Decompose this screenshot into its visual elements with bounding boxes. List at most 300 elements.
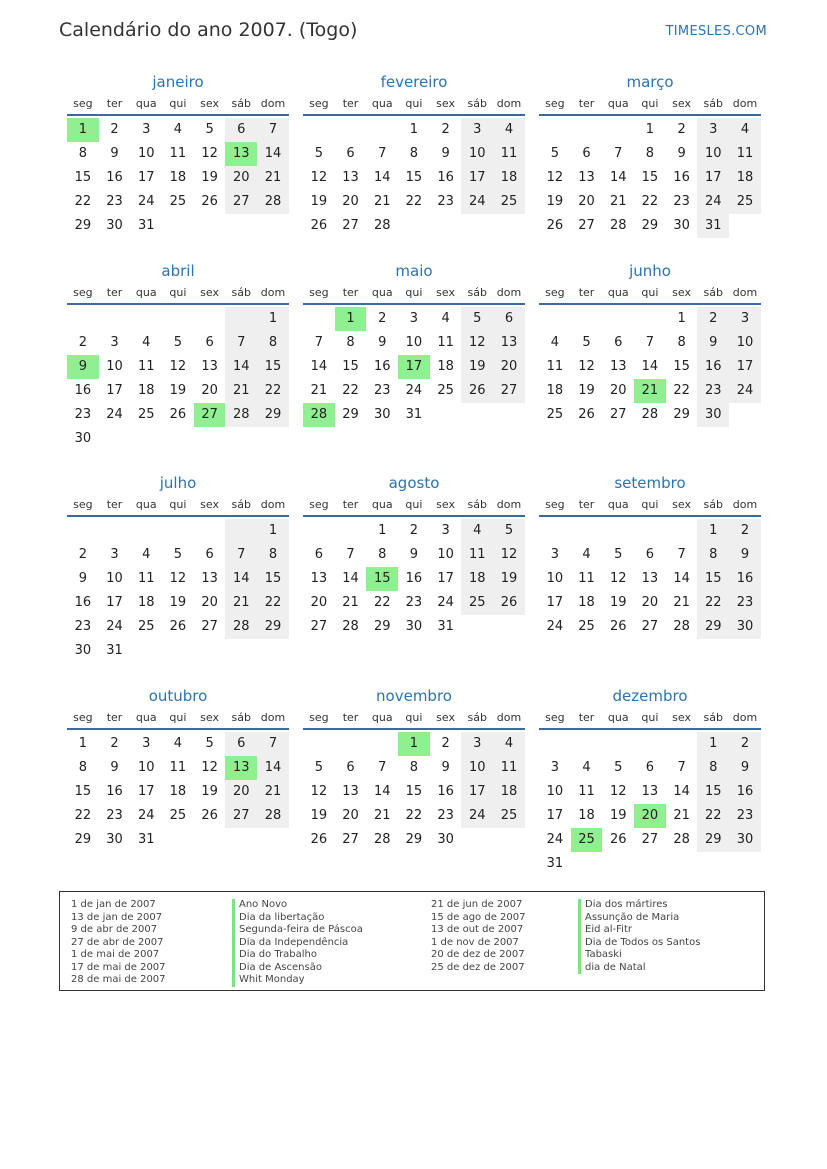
day-cell[interactable]: 3 <box>461 118 493 142</box>
day-cell[interactable]: 1 <box>257 519 289 543</box>
day-cell[interactable]: 6 <box>645 760 655 775</box>
day-cell[interactable]: 17 <box>546 808 564 823</box>
day-cell[interactable]: 21 <box>257 166 289 190</box>
day-cell[interactable]: 16 <box>729 567 761 591</box>
day-cell[interactable]: 25 <box>437 383 454 398</box>
day-cell[interactable]: 10 <box>405 335 423 350</box>
day-cell[interactable]: 14 <box>257 756 289 780</box>
day-cell[interactable]: 13 <box>641 784 659 799</box>
day-cell[interactable]: 23 <box>729 804 761 828</box>
day-cell[interactable]: 15 <box>257 355 289 379</box>
day-cell[interactable]: 12 <box>578 359 595 374</box>
day-cell[interactable]: 4 <box>142 335 151 350</box>
day-cell[interactable]: 22 <box>74 194 92 209</box>
day-cell[interactable]: 21 <box>634 379 666 403</box>
day-cell[interactable]: 20 <box>342 808 359 823</box>
day-cell[interactable]: 14 <box>225 355 257 379</box>
day-cell[interactable]: 23 <box>106 194 123 209</box>
day-cell[interactable]: 17 <box>137 170 155 185</box>
day-cell[interactable]: 19 <box>169 383 187 398</box>
day-cell[interactable]: 30 <box>437 832 454 847</box>
day-cell[interactable]: 15 <box>405 784 423 799</box>
day-cell[interactable]: 29 <box>257 403 289 427</box>
day-cell[interactable]: 27 <box>225 190 257 214</box>
day-cell[interactable]: 6 <box>346 146 355 161</box>
day-cell[interactable]: 31 <box>137 832 155 847</box>
day-cell[interactable]: 22 <box>257 591 289 615</box>
day-cell[interactable]: 13 <box>225 142 257 166</box>
day-cell[interactable]: 28 <box>641 407 659 422</box>
day-cell[interactable]: 12 <box>609 571 627 586</box>
day-cell[interactable]: 23 <box>437 808 454 823</box>
day-cell[interactable]: 28 <box>257 190 289 214</box>
day-cell[interactable]: 11 <box>461 543 493 567</box>
day-cell[interactable]: 25 <box>546 407 564 422</box>
day-cell[interactable]: 10 <box>461 142 493 166</box>
day-cell[interactable]: 3 <box>729 307 761 331</box>
day-cell[interactable]: 13 <box>493 331 525 355</box>
day-cell[interactable]: 14 <box>257 142 289 166</box>
day-cell[interactable]: 19 <box>609 595 627 610</box>
day-cell[interactable]: 1 <box>78 736 87 751</box>
day-cell[interactable]: 17 <box>461 166 493 190</box>
day-cell[interactable]: 20 <box>201 595 218 610</box>
day-cell[interactable]: 3 <box>550 760 559 775</box>
day-cell[interactable]: 10 <box>106 571 123 586</box>
day-cell[interactable]: 7 <box>677 760 686 775</box>
day-cell[interactable]: 16 <box>437 784 454 799</box>
day-cell[interactable]: 24 <box>546 832 564 847</box>
day-cell[interactable]: 28 <box>373 218 391 233</box>
day-cell[interactable]: 6 <box>225 118 257 142</box>
day-cell[interactable]: 24 <box>461 804 493 828</box>
day-cell[interactable]: 27 <box>342 832 359 847</box>
day-cell[interactable]: 30 <box>729 615 761 639</box>
day-cell[interactable]: 23 <box>405 595 423 610</box>
day-cell[interactable]: 11 <box>137 359 155 374</box>
day-cell[interactable]: 8 <box>697 543 729 567</box>
day-cell[interactable]: 7 <box>257 118 289 142</box>
day-cell[interactable]: 10 <box>461 756 493 780</box>
day-cell[interactable]: 14 <box>609 170 627 185</box>
day-cell[interactable]: 4 <box>173 736 183 751</box>
day-cell[interactable]: 7 <box>225 543 257 567</box>
day-cell[interactable]: 24 <box>729 379 761 403</box>
day-cell[interactable]: 28 <box>257 804 289 828</box>
day-cell[interactable]: 12 <box>169 571 187 586</box>
day-cell[interactable]: 3 <box>142 736 151 751</box>
day-cell[interactable]: 2 <box>378 311 387 326</box>
day-cell[interactable]: 26 <box>493 591 525 615</box>
day-cell[interactable]: 18 <box>493 166 525 190</box>
day-cell[interactable]: 3 <box>110 335 119 350</box>
day-cell[interactable]: 2 <box>78 335 87 350</box>
day-cell[interactable]: 24 <box>697 190 729 214</box>
day-cell[interactable]: 8 <box>78 146 87 161</box>
day-cell[interactable]: 16 <box>697 355 729 379</box>
day-cell[interactable]: 25 <box>137 619 155 634</box>
day-cell[interactable]: 2 <box>78 547 87 562</box>
day-cell[interactable]: 15 <box>74 784 92 799</box>
day-cell[interactable]: 13 <box>201 359 218 374</box>
day-cell[interactable]: 4 <box>461 519 493 543</box>
day-cell[interactable]: 20 <box>641 595 659 610</box>
day-cell[interactable]: 10 <box>137 760 155 775</box>
day-cell[interactable]: 20 <box>225 780 257 804</box>
day-cell[interactable]: 11 <box>729 142 761 166</box>
day-cell[interactable]: 6 <box>346 760 355 775</box>
day-cell[interactable]: 12 <box>493 543 525 567</box>
day-cell[interactable]: 29 <box>373 619 391 634</box>
day-cell[interactable]: 14 <box>373 784 391 799</box>
day-cell[interactable]: 15 <box>697 780 729 804</box>
day-cell[interactable]: 14 <box>373 170 391 185</box>
day-cell[interactable]: 1 <box>257 307 289 331</box>
day-cell[interactable]: 18 <box>546 383 564 398</box>
day-cell[interactable]: 16 <box>106 784 123 799</box>
day-cell[interactable]: 29 <box>74 832 92 847</box>
day-cell[interactable]: 11 <box>137 571 155 586</box>
day-cell[interactable]: 11 <box>493 756 525 780</box>
day-cell[interactable]: 1 <box>378 523 387 538</box>
day-cell[interactable]: 30 <box>74 431 92 446</box>
day-cell[interactable]: 5 <box>493 519 525 543</box>
day-cell[interactable]: 22 <box>641 194 659 209</box>
day-cell[interactable]: 21 <box>373 194 391 209</box>
day-cell[interactable]: 28 <box>673 619 690 634</box>
day-cell[interactable]: 23 <box>106 808 123 823</box>
day-cell[interactable]: 15 <box>342 359 359 374</box>
day-cell[interactable]: 29 <box>342 407 359 422</box>
day-cell[interactable]: 29 <box>405 832 423 847</box>
day-cell[interactable]: 4 <box>173 122 183 137</box>
day-cell[interactable]: 9 <box>697 331 729 355</box>
day-cell[interactable]: 22 <box>373 595 391 610</box>
brand-link[interactable]: TIMESLES.COM <box>665 24 767 39</box>
day-cell[interactable]: 29 <box>641 218 659 233</box>
day-cell[interactable]: 14 <box>673 571 690 586</box>
day-cell[interactable]: 1 <box>677 311 686 326</box>
day-cell[interactable]: 19 <box>310 808 328 823</box>
day-cell[interactable]: 25 <box>493 190 525 214</box>
day-cell[interactable]: 5 <box>173 547 183 562</box>
day-cell[interactable]: 29 <box>74 218 92 233</box>
day-cell[interactable]: 22 <box>342 383 359 398</box>
day-cell[interactable]: 19 <box>546 194 564 209</box>
day-cell[interactable]: 13 <box>225 756 257 780</box>
day-cell[interactable]: 28 <box>373 832 391 847</box>
day-cell[interactable]: 7 <box>677 547 686 562</box>
day-cell[interactable]: 1 <box>697 732 729 756</box>
day-cell[interactable]: 5 <box>614 760 623 775</box>
day-cell[interactable]: 24 <box>461 190 493 214</box>
day-cell[interactable]: 8 <box>645 146 655 161</box>
day-cell[interactable]: 13 <box>609 359 627 374</box>
day-cell[interactable]: 19 <box>578 383 595 398</box>
day-cell[interactable]: 26 <box>310 218 328 233</box>
day-cell[interactable]: 27 <box>310 619 328 634</box>
day-cell[interactable]: 29 <box>673 407 690 422</box>
day-cell[interactable]: 22 <box>74 808 92 823</box>
day-cell[interactable]: 11 <box>578 784 595 799</box>
day-cell[interactable]: 19 <box>609 808 627 823</box>
day-cell[interactable]: 9 <box>409 547 419 562</box>
day-cell[interactable]: 20 <box>342 194 359 209</box>
day-cell[interactable]: 13 <box>578 170 595 185</box>
day-cell[interactable]: 9 <box>110 760 119 775</box>
day-cell[interactable]: 1 <box>409 122 419 137</box>
day-cell[interactable]: 14 <box>342 571 359 586</box>
day-cell[interactable]: 21 <box>310 383 328 398</box>
day-cell[interactable]: 21 <box>373 808 391 823</box>
day-cell[interactable]: 25 <box>137 407 155 422</box>
day-cell[interactable]: 22 <box>697 804 729 828</box>
day-cell[interactable]: 24 <box>546 619 564 634</box>
day-cell[interactable]: 8 <box>409 760 419 775</box>
day-cell[interactable]: 8 <box>257 331 289 355</box>
day-cell[interactable]: 27 <box>641 832 659 847</box>
day-cell[interactable]: 18 <box>729 166 761 190</box>
day-cell[interactable]: 31 <box>106 643 123 658</box>
day-cell[interactable]: 11 <box>546 359 564 374</box>
day-cell[interactable]: 27 <box>194 403 226 427</box>
day-cell[interactable]: 16 <box>437 170 454 185</box>
day-cell[interactable]: 22 <box>405 808 423 823</box>
day-cell[interactable]: 18 <box>169 170 187 185</box>
day-cell[interactable]: 10 <box>729 331 761 355</box>
day-cell[interactable]: 2 <box>110 122 119 137</box>
day-cell[interactable]: 19 <box>493 567 525 591</box>
day-cell[interactable]: 3 <box>441 523 450 538</box>
day-cell[interactable]: 7 <box>378 760 387 775</box>
day-cell[interactable]: 8 <box>78 760 87 775</box>
day-cell[interactable]: 6 <box>205 335 214 350</box>
day-cell[interactable]: 24 <box>137 194 155 209</box>
day-cell[interactable]: 15 <box>366 567 398 591</box>
day-cell[interactable]: 5 <box>550 146 559 161</box>
day-cell[interactable]: 22 <box>697 591 729 615</box>
day-cell[interactable]: 28 <box>342 619 359 634</box>
day-cell[interactable]: 1 <box>335 307 367 331</box>
day-cell[interactable]: 1 <box>398 732 430 756</box>
day-cell[interactable]: 12 <box>201 760 218 775</box>
day-cell[interactable]: 6 <box>493 307 525 331</box>
day-cell[interactable]: 21 <box>673 808 690 823</box>
day-cell[interactable]: 12 <box>310 784 328 799</box>
day-cell[interactable]: 3 <box>409 311 419 326</box>
day-cell[interactable]: 16 <box>106 170 123 185</box>
day-cell[interactable]: 25 <box>169 194 187 209</box>
day-cell[interactable]: 28 <box>609 218 627 233</box>
day-cell[interactable]: 13 <box>641 571 659 586</box>
day-cell[interactable]: 18 <box>578 808 595 823</box>
day-cell[interactable]: 23 <box>729 591 761 615</box>
day-cell[interactable]: 22 <box>257 379 289 403</box>
day-cell[interactable]: 27 <box>342 218 359 233</box>
day-cell[interactable]: 5 <box>314 146 323 161</box>
day-cell[interactable]: 7 <box>314 335 323 350</box>
day-cell[interactable]: 25 <box>461 591 493 615</box>
day-cell[interactable]: 18 <box>493 780 525 804</box>
day-cell[interactable]: 18 <box>137 595 155 610</box>
day-cell[interactable]: 3 <box>550 547 559 562</box>
day-cell[interactable]: 4 <box>582 760 591 775</box>
day-cell[interactable]: 23 <box>673 194 690 209</box>
day-cell[interactable]: 28 <box>673 832 690 847</box>
day-cell[interactable]: 25 <box>571 828 603 852</box>
day-cell[interactable]: 6 <box>645 547 655 562</box>
day-cell[interactable]: 15 <box>74 170 92 185</box>
day-cell[interactable]: 1 <box>645 122 655 137</box>
day-cell[interactable]: 6 <box>225 732 257 756</box>
day-cell[interactable]: 26 <box>201 808 218 823</box>
day-cell[interactable]: 8 <box>677 335 686 350</box>
day-cell[interactable]: 24 <box>106 407 123 422</box>
day-cell[interactable]: 26 <box>310 832 328 847</box>
day-cell[interactable]: 9 <box>67 355 99 379</box>
day-cell[interactable]: 12 <box>546 170 564 185</box>
day-cell[interactable]: 5 <box>173 335 183 350</box>
day-cell[interactable]: 9 <box>441 760 450 775</box>
day-cell[interactable]: 27 <box>201 619 218 634</box>
day-cell[interactable]: 16 <box>74 383 92 398</box>
day-cell[interactable]: 25 <box>578 619 595 634</box>
day-cell[interactable]: 23 <box>74 407 92 422</box>
day-cell[interactable]: 5 <box>205 736 214 751</box>
day-cell[interactable]: 7 <box>225 331 257 355</box>
day-cell[interactable]: 17 <box>437 571 454 586</box>
day-cell[interactable]: 27 <box>609 407 627 422</box>
day-cell[interactable]: 9 <box>729 756 761 780</box>
day-cell[interactable]: 26 <box>461 379 493 403</box>
day-cell[interactable]: 12 <box>169 359 187 374</box>
day-cell[interactable]: 26 <box>169 407 187 422</box>
day-cell[interactable]: 4 <box>729 118 761 142</box>
day-cell[interactable]: 16 <box>673 170 690 185</box>
day-cell[interactable]: 4 <box>550 335 559 350</box>
day-cell[interactable]: 6 <box>614 335 623 350</box>
day-cell[interactable]: 8 <box>697 756 729 780</box>
day-cell[interactable]: 11 <box>437 335 454 350</box>
day-cell[interactable]: 10 <box>106 359 123 374</box>
day-cell[interactable]: 24 <box>405 383 423 398</box>
day-cell[interactable]: 20 <box>634 804 666 828</box>
day-cell[interactable]: 4 <box>493 732 525 756</box>
day-cell[interactable]: 29 <box>697 828 729 852</box>
day-cell[interactable]: 25 <box>729 190 761 214</box>
day-cell[interactable]: 13 <box>342 170 359 185</box>
day-cell[interactable]: 10 <box>546 571 564 586</box>
day-cell[interactable]: 2 <box>441 736 450 751</box>
day-cell[interactable]: 27 <box>641 619 659 634</box>
day-cell[interactable]: 16 <box>74 595 92 610</box>
day-cell[interactable]: 28 <box>225 615 257 639</box>
day-cell[interactable]: 26 <box>169 619 187 634</box>
day-cell[interactable]: 11 <box>169 146 187 161</box>
day-cell[interactable]: 29 <box>697 615 729 639</box>
day-cell[interactable]: 27 <box>225 804 257 828</box>
day-cell[interactable]: 20 <box>225 166 257 190</box>
day-cell[interactable]: 29 <box>257 615 289 639</box>
day-cell[interactable]: 20 <box>493 355 525 379</box>
day-cell[interactable]: 2 <box>697 307 729 331</box>
day-cell[interactable]: 27 <box>493 379 525 403</box>
day-cell[interactable]: 31 <box>697 214 729 238</box>
day-cell[interactable]: 2 <box>441 122 450 137</box>
day-cell[interactable]: 10 <box>546 784 564 799</box>
day-cell[interactable]: 14 <box>225 567 257 591</box>
day-cell[interactable]: 26 <box>201 194 218 209</box>
day-cell[interactable]: 18 <box>169 784 187 799</box>
day-cell[interactable]: 3 <box>110 547 119 562</box>
day-cell[interactable]: 21 <box>257 780 289 804</box>
day-cell[interactable]: 12 <box>310 170 328 185</box>
day-cell[interactable]: 8 <box>257 543 289 567</box>
day-cell[interactable]: 20 <box>310 595 328 610</box>
day-cell[interactable]: 15 <box>641 170 659 185</box>
day-cell[interactable]: 5 <box>461 307 493 331</box>
day-cell[interactable]: 10 <box>697 142 729 166</box>
day-cell[interactable]: 31 <box>546 856 564 871</box>
day-cell[interactable]: 21 <box>342 595 359 610</box>
day-cell[interactable]: 30 <box>405 619 423 634</box>
day-cell[interactable]: 15 <box>257 567 289 591</box>
day-cell[interactable]: 10 <box>137 146 155 161</box>
day-cell[interactable]: 9 <box>78 571 87 586</box>
day-cell[interactable]: 18 <box>137 383 155 398</box>
day-cell[interactable]: 11 <box>493 142 525 166</box>
day-cell[interactable]: 24 <box>106 619 123 634</box>
day-cell[interactable]: 19 <box>461 355 493 379</box>
day-cell[interactable]: 31 <box>405 407 423 422</box>
day-cell[interactable]: 15 <box>405 170 423 185</box>
day-cell[interactable]: 9 <box>378 335 387 350</box>
day-cell[interactable]: 23 <box>437 194 454 209</box>
day-cell[interactable]: 5 <box>614 547 623 562</box>
day-cell[interactable]: 24 <box>437 595 454 610</box>
day-cell[interactable]: 12 <box>201 146 218 161</box>
day-cell[interactable]: 26 <box>578 407 595 422</box>
day-cell[interactable]: 13 <box>201 571 218 586</box>
day-cell[interactable]: 26 <box>609 619 627 634</box>
day-cell[interactable]: 25 <box>493 804 525 828</box>
day-cell[interactable]: 5 <box>205 122 214 137</box>
day-cell[interactable]: 20 <box>578 194 595 209</box>
day-cell[interactable]: 17 <box>137 784 155 799</box>
day-cell[interactable]: 21 <box>225 591 257 615</box>
day-cell[interactable]: 13 <box>310 571 328 586</box>
day-cell[interactable]: 3 <box>697 118 729 142</box>
day-cell[interactable]: 2 <box>729 519 761 543</box>
day-cell[interactable]: 6 <box>314 547 323 562</box>
day-cell[interactable]: 7 <box>378 146 387 161</box>
day-cell[interactable]: 7 <box>645 335 655 350</box>
day-cell[interactable]: 12 <box>609 784 627 799</box>
day-cell[interactable]: 4 <box>441 311 450 326</box>
day-cell[interactable]: 2 <box>677 122 686 137</box>
day-cell[interactable]: 25 <box>169 808 187 823</box>
day-cell[interactable]: 22 <box>405 194 423 209</box>
day-cell[interactable]: 31 <box>137 218 155 233</box>
day-cell[interactable]: 20 <box>201 383 218 398</box>
day-cell[interactable]: 9 <box>441 146 450 161</box>
day-cell[interactable]: 30 <box>697 403 729 427</box>
day-cell[interactable]: 30 <box>373 407 391 422</box>
day-cell[interactable]: 17 <box>106 383 123 398</box>
day-cell[interactable]: 17 <box>546 595 564 610</box>
day-cell[interactable]: 18 <box>437 359 454 374</box>
day-cell[interactable]: 7 <box>257 732 289 756</box>
